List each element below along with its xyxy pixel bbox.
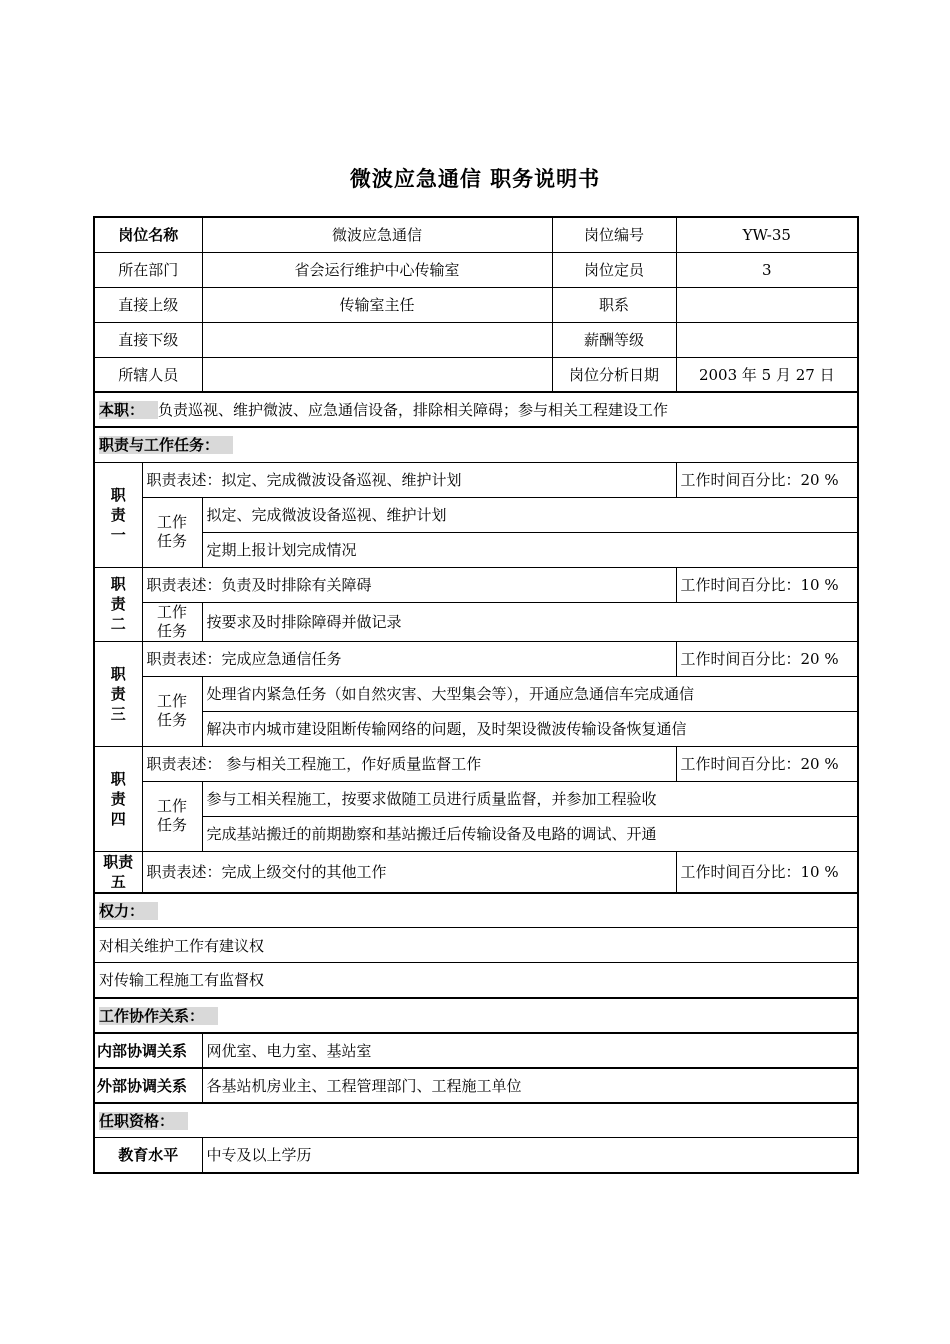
duty-1-desc-row [94,462,858,497]
main-duty-text: 负责巡视、维护微波、应急通信设备，排除相关障碍；参与相关工程建设工作 [158,401,669,419]
label-subordinate: 直接下级 [94,322,202,357]
rights-header [94,893,858,928]
label-position-name: 岗位名称 [94,217,202,252]
row-external-relations [94,1068,858,1103]
label-position-code: 岗位编号 [552,217,676,252]
internal-relations-label: 内部协调关系 [94,1033,202,1068]
row-education [94,1138,858,1173]
label-analysis-date: 岗位分析日期 [552,357,676,392]
duty-3-desc-row [94,641,858,676]
duty-3-percent: 工作时间百分比：20 % [676,641,858,676]
duty-5-desc-row [94,851,858,893]
education-value: 中专及以上学历 [202,1138,858,1173]
duty-1-desc: 职责表述：拟定、完成微波设备巡视、维护计划 [142,462,676,497]
duty-2-task-1: 按要求及时排除障碍并做记录 [202,602,858,641]
page-title: 微波应急通信 职务说明书 [349,167,601,191]
duty-5-percent: 工作时间百分比：10 % [676,851,858,893]
qualification-header-label: 任职资格： [99,1112,188,1130]
row-superior [94,287,858,322]
label-salary-grade: 薪酬等级 [552,322,676,357]
education-label: 教育水平 [94,1138,202,1173]
value-position-name: 微波应急通信 [202,217,552,252]
duty-3-label: 职 责 三 [94,641,142,746]
row-qualification-header [94,1103,858,1138]
duty-5-desc: 职责表述：完成上级交付的其他工作 [142,851,676,893]
value-position-code: YW-35 [676,217,858,252]
duty-4-task-1: 参与工相关程施工，按要求做随工员进行质量监督，并参加工程验收 [202,781,858,816]
duty-3-desc: 职责表述：完成应急通信任务 [142,641,676,676]
duty-4-task-label: 工作 任务 [142,781,202,851]
main-duty [94,392,858,427]
duty-3-task-row [94,711,858,746]
row-position-name [94,217,858,252]
duty-4-task-row [94,781,858,816]
value-analysis-date: 2003 年 5 月 27 日 [676,357,858,392]
duties-header-label: 职责与工作任务： [99,436,233,454]
right-item-2: 对传输工程施工有监督权 [94,963,858,998]
relations-header [94,998,858,1033]
row-relations-header [94,998,858,1033]
value-department: 省会运行维护中心传输室 [202,252,552,287]
duty-4-desc: 职责表述： 参与相关工程施工，作好质量监督工作 [142,746,676,781]
duty-2-desc-row [94,567,858,602]
qualification-header [94,1103,858,1138]
duty-2-label: 职 责 二 [94,567,142,641]
duty-1-percent: 工作时间百分比：20 % [676,462,858,497]
job-description-table [93,216,859,1174]
row-department [94,252,858,287]
duty-4-label: 职 责 四 [94,746,142,851]
value-staff [202,357,552,392]
row-staff [94,357,858,392]
value-headcount: 3 [676,252,858,287]
internal-relations-value: 网优室、电力室、基站室 [202,1033,858,1068]
external-relations-value: 各基站机房业主、工程管理部门、工程施工单位 [202,1068,858,1103]
rights-header-label: 权力： [99,902,158,920]
main-duty-label: 本职： [99,401,158,419]
row-rights-header [94,893,858,928]
value-subordinate [202,322,552,357]
label-job-family: 职系 [552,287,676,322]
label-headcount: 岗位定员 [552,252,676,287]
row-right-2 [94,963,858,998]
duty-3-task-label: 工作 任务 [142,676,202,746]
duties-header [94,427,858,462]
duty-4-task-2: 完成基站搬迁的前期勘察和基站搬迁后传输设备及电路的调试、开通 [202,816,858,851]
duty-1-task-label: 工作 任务 [142,497,202,567]
external-relations-label: 外部协调关系 [94,1068,202,1103]
duty-2-percent: 工作时间百分比：10 % [676,567,858,602]
duty-4-task-row [94,816,858,851]
value-superior: 传输室主任 [202,287,552,322]
relations-header-label: 工作协作关系： [99,1007,218,1025]
row-subordinate [94,322,858,357]
duty-1-label: 职 责 一 [94,462,142,567]
duty-2-desc: 职责表述：负责及时排除有关障碍 [142,567,676,602]
label-department: 所在部门 [94,252,202,287]
duty-4-percent: 工作时间百分比：20 % [676,746,858,781]
right-item-1: 对相关维护工作有建议权 [94,928,858,963]
duty-2-task-label: 工作 任务 [142,602,202,641]
row-duties-header [94,427,858,462]
row-internal-relations [94,1033,858,1068]
duty-1-task-1: 拟定、完成微波设备巡视、维护计划 [202,497,858,532]
row-main-duty [94,392,858,427]
row-right-1 [94,928,858,963]
label-staff: 所辖人员 [94,357,202,392]
duty-1-task-row [94,532,858,567]
duty-3-task-2: 解决市内城市建设阻断传输网络的问题，及时架设微波传输设备恢复通信 [202,711,858,746]
duty-3-task-1: 处理省内紧急任务（如自然灾害、大型集会等），开通应急通信车完成通信 [202,676,858,711]
value-job-family [676,287,858,322]
duty-1-task-row [94,497,858,532]
duty-3-task-row [94,676,858,711]
value-salary-grade [676,322,858,357]
duty-1-task-2: 定期上报计划完成情况 [202,532,858,567]
duty-2-task-row [94,602,858,641]
duty-4-desc-row [94,746,858,781]
duty-5-label: 职责 五 [94,851,142,893]
label-superior: 直接上级 [94,287,202,322]
